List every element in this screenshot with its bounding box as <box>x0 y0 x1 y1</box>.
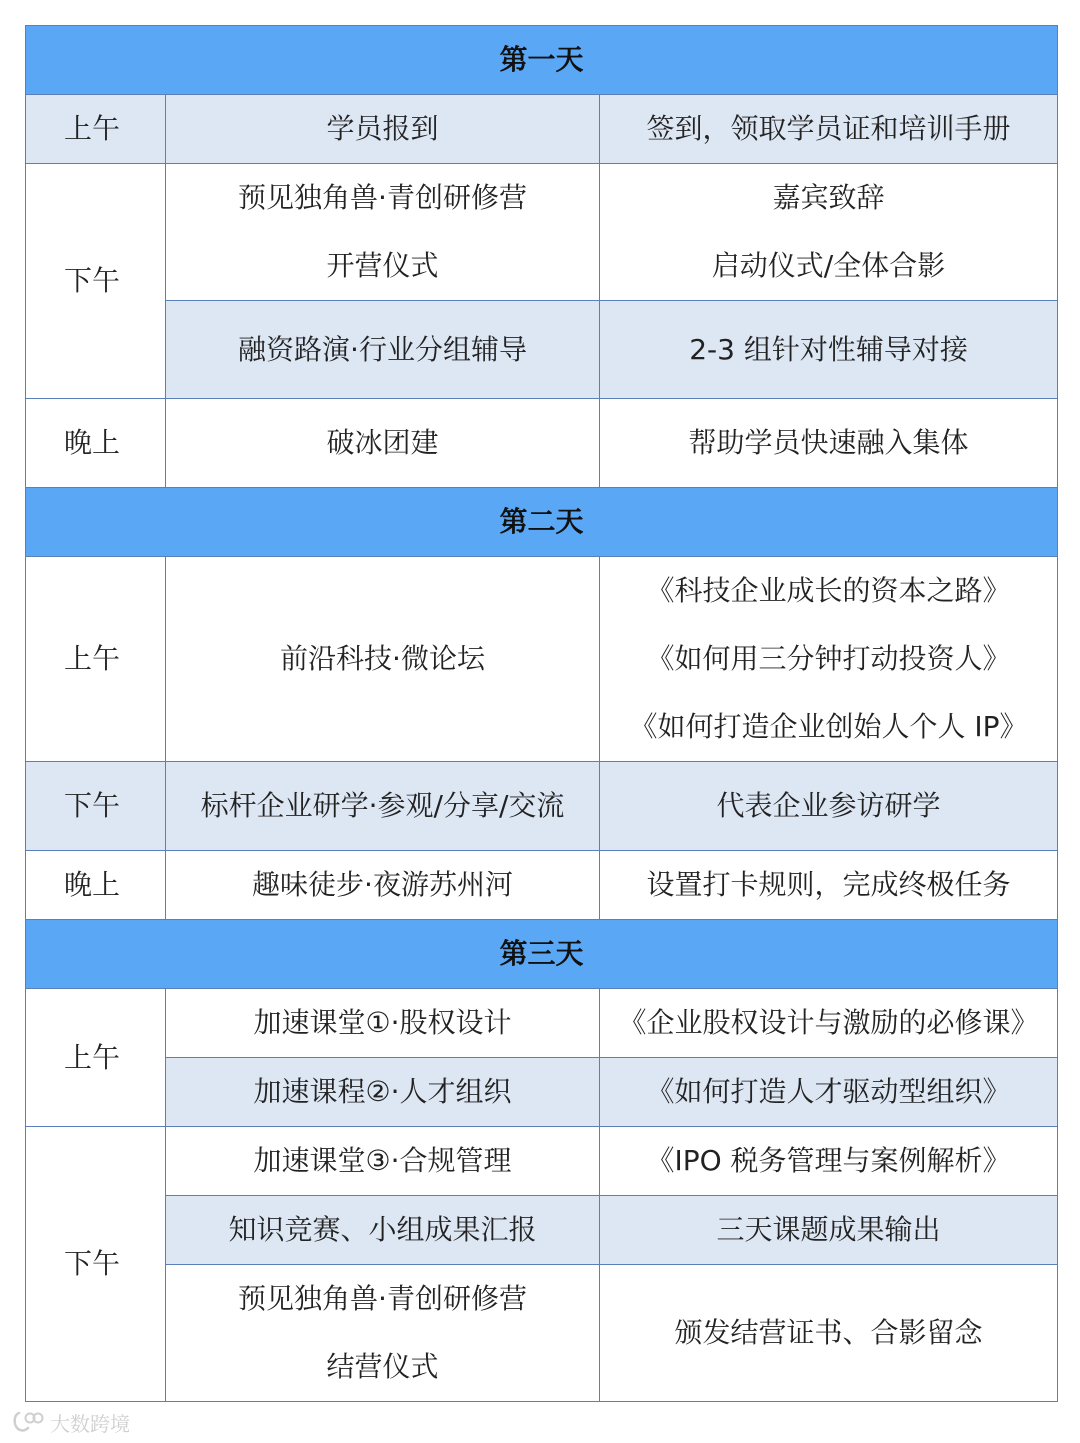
detail-cell: 帮助学员快速融入集体 <box>600 399 1058 488</box>
detail-cell: 《如何打造人才驱动型组织》 <box>600 1058 1058 1127</box>
activity-cell: 学员报到 <box>166 95 600 164</box>
activity-cell <box>166 1265 600 1402</box>
table-row <box>26 1196 1058 1265</box>
table-row <box>26 557 1058 762</box>
detail-cell: 《IPO 税务管理与案例解析》 <box>600 1127 1058 1196</box>
detail-cell: 《企业股权设计与激励的必修课》 <box>600 989 1058 1058</box>
detail-cell <box>600 557 1058 762</box>
activity-cell: 知识竞赛、小组成果汇报 <box>166 1196 600 1265</box>
detail-line: 《如何用三分钟打动投资人》 <box>646 642 1011 675</box>
day-header-2 <box>26 488 1058 557</box>
time-cell: 上午 <box>26 95 166 164</box>
activity-cell: 前沿科技·微论坛 <box>166 557 600 762</box>
day-header-3 <box>26 920 1058 989</box>
detail-cell: 代表企业参访研学 <box>600 762 1058 851</box>
detail-cell: 三天课题成果输出 <box>600 1196 1058 1265</box>
time-cell: 下午 <box>26 762 166 851</box>
detail-line: 《科技企业成长的资本之路》 <box>646 574 1011 607</box>
detail-cell: 设置打卡规则，完成终极任务 <box>600 851 1058 920</box>
table-row <box>26 1265 1058 1402</box>
time-cell: 下午 <box>26 1127 166 1402</box>
day-title: 第一天 <box>499 43 584 76</box>
table-row <box>26 301 1058 399</box>
watermark-text: 大数跨境 <box>50 1413 130 1436</box>
day-header-1 <box>26 26 1058 95</box>
table-row <box>26 95 1058 164</box>
detail-cell: 2-3 组针对性辅导对接 <box>600 301 1058 399</box>
activity-line: 预见独角兽·青创研修营 <box>238 181 527 214</box>
table-row <box>26 762 1058 851</box>
time-cell: 晚上 <box>26 399 166 488</box>
activity-line: 开营仪式 <box>326 249 439 282</box>
activity-cell: 加速课堂③·合规管理 <box>166 1127 600 1196</box>
table-row <box>26 851 1058 920</box>
time-cell: 上午 <box>26 989 166 1127</box>
detail-cell: 颁发结营证书、合影留念 <box>600 1265 1058 1402</box>
detail-line: 《如何打造企业创始人个人 IP》 <box>629 710 1028 743</box>
time-cell: 上午 <box>26 557 166 762</box>
activity-cell: 标杆企业研学·参观/分享/交流 <box>166 762 600 851</box>
detail-line: 启动仪式/全体合影 <box>711 249 946 282</box>
table-row <box>26 164 1058 301</box>
schedule-table <box>25 25 1058 1402</box>
activity-cell: 加速课堂①·股权设计 <box>166 989 600 1058</box>
activity-cell: 融资路演·行业分组辅导 <box>166 301 600 399</box>
activity-cell: 加速课程②·人才组织 <box>166 1058 600 1127</box>
detail-line: 嘉宾致辞 <box>772 181 885 214</box>
brand-logo-icon <box>10 1409 44 1435</box>
day-title: 第三天 <box>499 937 584 970</box>
activity-cell <box>166 164 600 301</box>
detail-cell: 签到，领取学员证和培训手册 <box>600 95 1058 164</box>
activity-line: 结营仪式 <box>326 1350 439 1383</box>
watermark <box>10 1407 130 1437</box>
day-title: 第二天 <box>499 505 584 538</box>
table-row <box>26 989 1058 1058</box>
table-row <box>26 399 1058 488</box>
activity-line: 预见独角兽·青创研修营 <box>238 1282 527 1315</box>
detail-cell <box>600 164 1058 301</box>
table-row <box>26 1127 1058 1196</box>
activity-cell: 破冰团建 <box>166 399 600 488</box>
activity-cell: 趣味徒步·夜游苏州河 <box>166 851 600 920</box>
time-cell: 下午 <box>26 164 166 399</box>
table-row <box>26 1058 1058 1127</box>
time-cell: 晚上 <box>26 851 166 920</box>
